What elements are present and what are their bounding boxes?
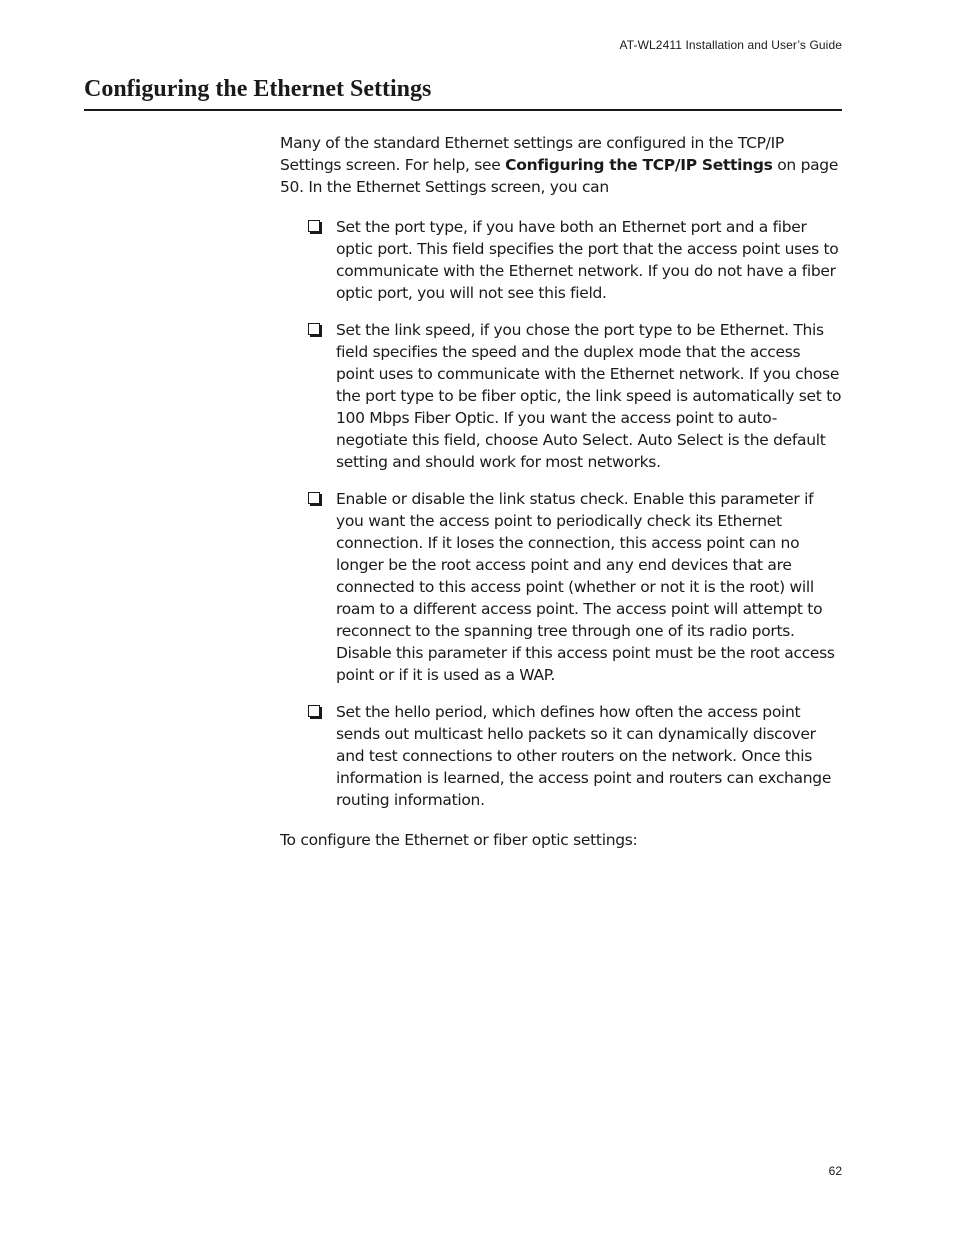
bullet-item-hello-period [280,701,842,811]
bullet-list [280,216,842,811]
bullet-text: Set the port type, if you have both an Ethernet port and a fiber optic port. This field specifies the port that the access point uses to communicate with the Ethernet network. If you do not have a fiber optic port, you will not see this field. [336,218,839,302]
checkbox-bullet-icon [308,220,320,232]
checkbox-bullet-icon [308,323,320,335]
body-text [280,132,842,851]
bullet-item-port-type [280,216,842,304]
title-rule [84,109,842,111]
section-title: Configuring the Ethernet Settings [84,76,432,102]
intro-text-before: Many of the standard Ethernet settings are configured in the TCP/IP Settings screen. For help, see [280,134,784,174]
bullet-text: Set the hello period, which defines how often the access point sends out multicast hello packets so it can dynamically discover and test connections to other routers on the network. Once this information is learned, the access point and routers can exchange routing information. [336,703,832,809]
closing-paragraph: To configure the Ethernet or fiber optic settings: [280,831,638,849]
intro-text-after: on page 50. In the Ethernet Settings screen, you can [280,156,839,196]
bullet-item-link-status-check [280,488,842,686]
bullet-item-link-speed [280,319,842,473]
bullet-text: Enable or disable the link status check. Enable this parameter if you want the access point to periodically check its Ethernet connection. If it loses the connection, this access point can no longer be the root access point and any end devices that are connected to this access point (whether or not it is the root) will roam to a different access point. The access point will attempt to reconnect to the spanning tree through one of its radio ports. Disable this parameter if this access point must be the root access point or if it is used as a WAP. [336,490,835,684]
checkbox-bullet-icon [308,705,320,717]
bullet-text: Set the link speed, if you chose the port type to be Ethernet. This field specifies the speed and the duplex mode that the access point uses to communicate with the Ethernet network. If you chose the port type to be fiber optic, the link speed is automatically set to 100 Mbps Fiber Optic. If you want the access point to auto-negotiate this field, choose Auto Select. Auto Select is the default setting and should work for most networks. [336,321,842,471]
tcpip-settings-reference: Configuring the TCP/IP Settings [505,156,773,174]
intro-paragraph [280,132,842,198]
page-number: 62 [828,1164,842,1178]
running-header: AT-WL2411 Installation and User’s Guide [619,38,842,52]
checkbox-bullet-icon [308,492,320,504]
